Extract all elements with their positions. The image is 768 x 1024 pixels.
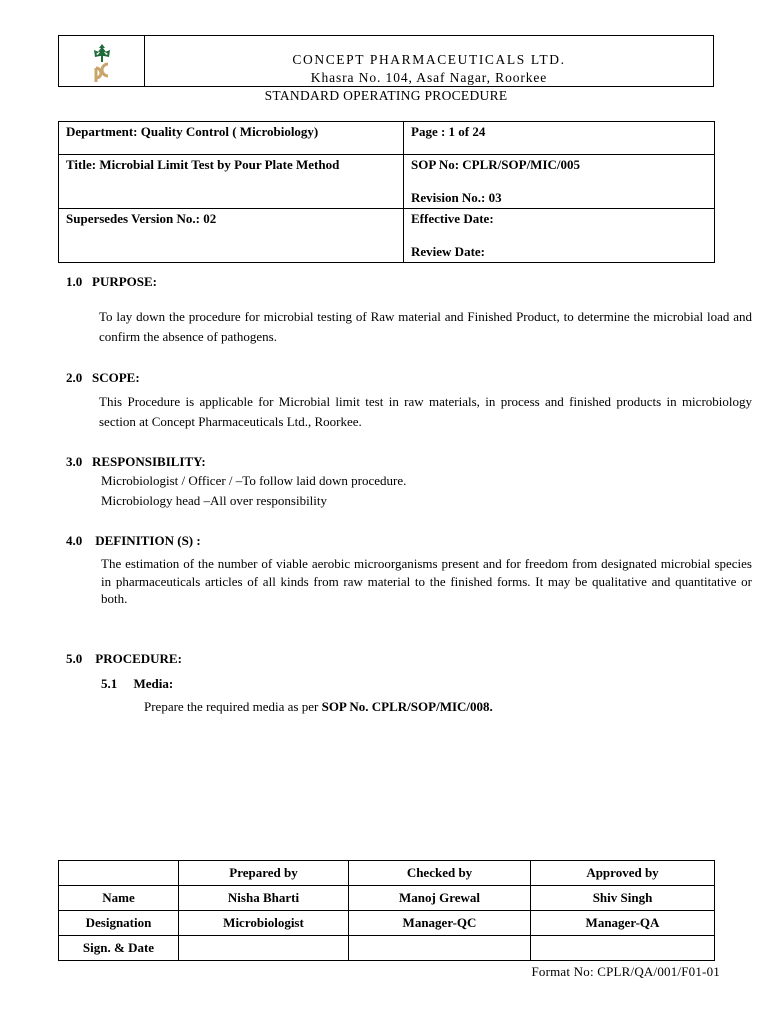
procedure-title: PROCEDURE: <box>95 651 182 666</box>
scope-text: This Procedure is applicable for Microbial limit test in raw materials, in process and finished products in microbiology section at Concept Pharmaceuticals Ltd., Roorkee. <box>99 394 752 429</box>
format-number: Format No: CPLR/QA/001/F01-01 <box>531 964 720 979</box>
checked-by-sign <box>349 936 531 961</box>
approved-by-name: Shiv Singh <box>531 886 715 911</box>
effective-date-text: Effective Date: <box>411 211 494 226</box>
document-type-heading: STANDARD OPERATING PROCEDURE <box>264 88 508 103</box>
definition-number: 4.0 <box>66 533 83 548</box>
company-name: CONCEPT PHARMACEUTICALS LTD. <box>292 52 566 67</box>
table-row <box>59 886 715 911</box>
media-text <box>144 697 493 717</box>
checked-by-header: Checked by <box>349 861 531 886</box>
prepared-by-sign <box>179 936 349 961</box>
revision-number-text: Revision No.: 03 <box>411 190 502 205</box>
dates-cell <box>404 209 715 263</box>
media-title: Media: <box>133 676 174 691</box>
scope-title: SCOPE: <box>92 370 140 385</box>
definition-title: DEFINITION (S) : <box>95 533 201 548</box>
purpose-number: 1.0 <box>66 274 83 289</box>
sop-info-table <box>58 121 715 263</box>
purpose-text: To lay down the procedure for microbial testing of Raw material and Finished Product, to determine the microbial load and confirm the absence of pathogens. <box>99 309 752 344</box>
purpose-heading <box>66 274 157 290</box>
approval-table <box>58 860 715 961</box>
company-address: Khasra No. 104, Asaf Nagar, Roorkee <box>310 70 548 85</box>
row-label-sign-date: Sign. & Date <box>59 936 179 961</box>
definition-heading <box>66 533 201 549</box>
scope-heading <box>66 370 140 386</box>
sop-title-text: Title: Microbial Limit Test by Pour Plate Method <box>66 157 340 172</box>
media-sop-reference: SOP No. CPLR/SOP/MIC/008. <box>321 699 493 714</box>
department-text: Department: Quality Control ( Microbiology) <box>66 124 319 139</box>
row-label-name: Name <box>59 886 179 911</box>
responsibility-title: RESPONSIBILITY: <box>92 454 206 469</box>
logo-cell <box>59 36 145 86</box>
table-row <box>59 936 715 961</box>
responsibility-line-1: Microbiologist / Officer / –To follow laid down procedure. <box>101 473 407 488</box>
sop-number-cell <box>404 155 715 209</box>
prepared-by-designation: Microbiologist <box>179 911 349 936</box>
media-instruction: Prepare the required media as per <box>144 699 322 714</box>
supersedes-text: Supersedes Version No.: 02 <box>66 211 217 226</box>
review-date-text: Review Date: <box>411 244 485 259</box>
sop-number-text: SOP No: CPLR/SOP/MIC/005 <box>411 157 581 172</box>
scope-number: 2.0 <box>66 370 83 385</box>
title-cell <box>59 155 404 209</box>
media-number: 5.1 <box>101 676 118 691</box>
definition-text: The estimation of the number of viable aerobic microorganisms present and for freedom from designated microbial species in pharmaceuticals articles of all kinds from raw material to the finished forms. It may be qualitative and quantitative or both. <box>101 556 752 606</box>
department-cell <box>59 122 404 155</box>
procedure-number: 5.0 <box>66 651 83 666</box>
row-label-designation: Designation <box>59 911 179 936</box>
responsibility-heading <box>66 454 206 470</box>
approved-by-designation: Manager-QA <box>531 911 715 936</box>
approved-by-header: Approved by <box>531 861 715 886</box>
media-heading <box>101 676 173 692</box>
approval-header-blank <box>59 861 179 886</box>
prepared-by-name: Nisha Bharti <box>179 886 349 911</box>
purpose-title: PURPOSE: <box>92 274 157 289</box>
page-number-text: Page : 1 of 24 <box>411 124 486 139</box>
page-cell <box>404 122 715 155</box>
responsibility-line-2: Microbiology head –All over responsibility <box>101 493 328 508</box>
responsibility-number: 3.0 <box>66 454 83 469</box>
company-header <box>58 35 714 87</box>
supersedes-cell <box>59 209 404 263</box>
checked-by-designation: Manager-QC <box>349 911 531 936</box>
procedure-heading <box>66 651 182 667</box>
prepared-by-header: Prepared by <box>179 861 349 886</box>
checked-by-name: Manoj Grewal <box>349 886 531 911</box>
approved-by-sign <box>531 936 715 961</box>
table-row <box>59 911 715 936</box>
company-logo-icon <box>59 36 145 86</box>
